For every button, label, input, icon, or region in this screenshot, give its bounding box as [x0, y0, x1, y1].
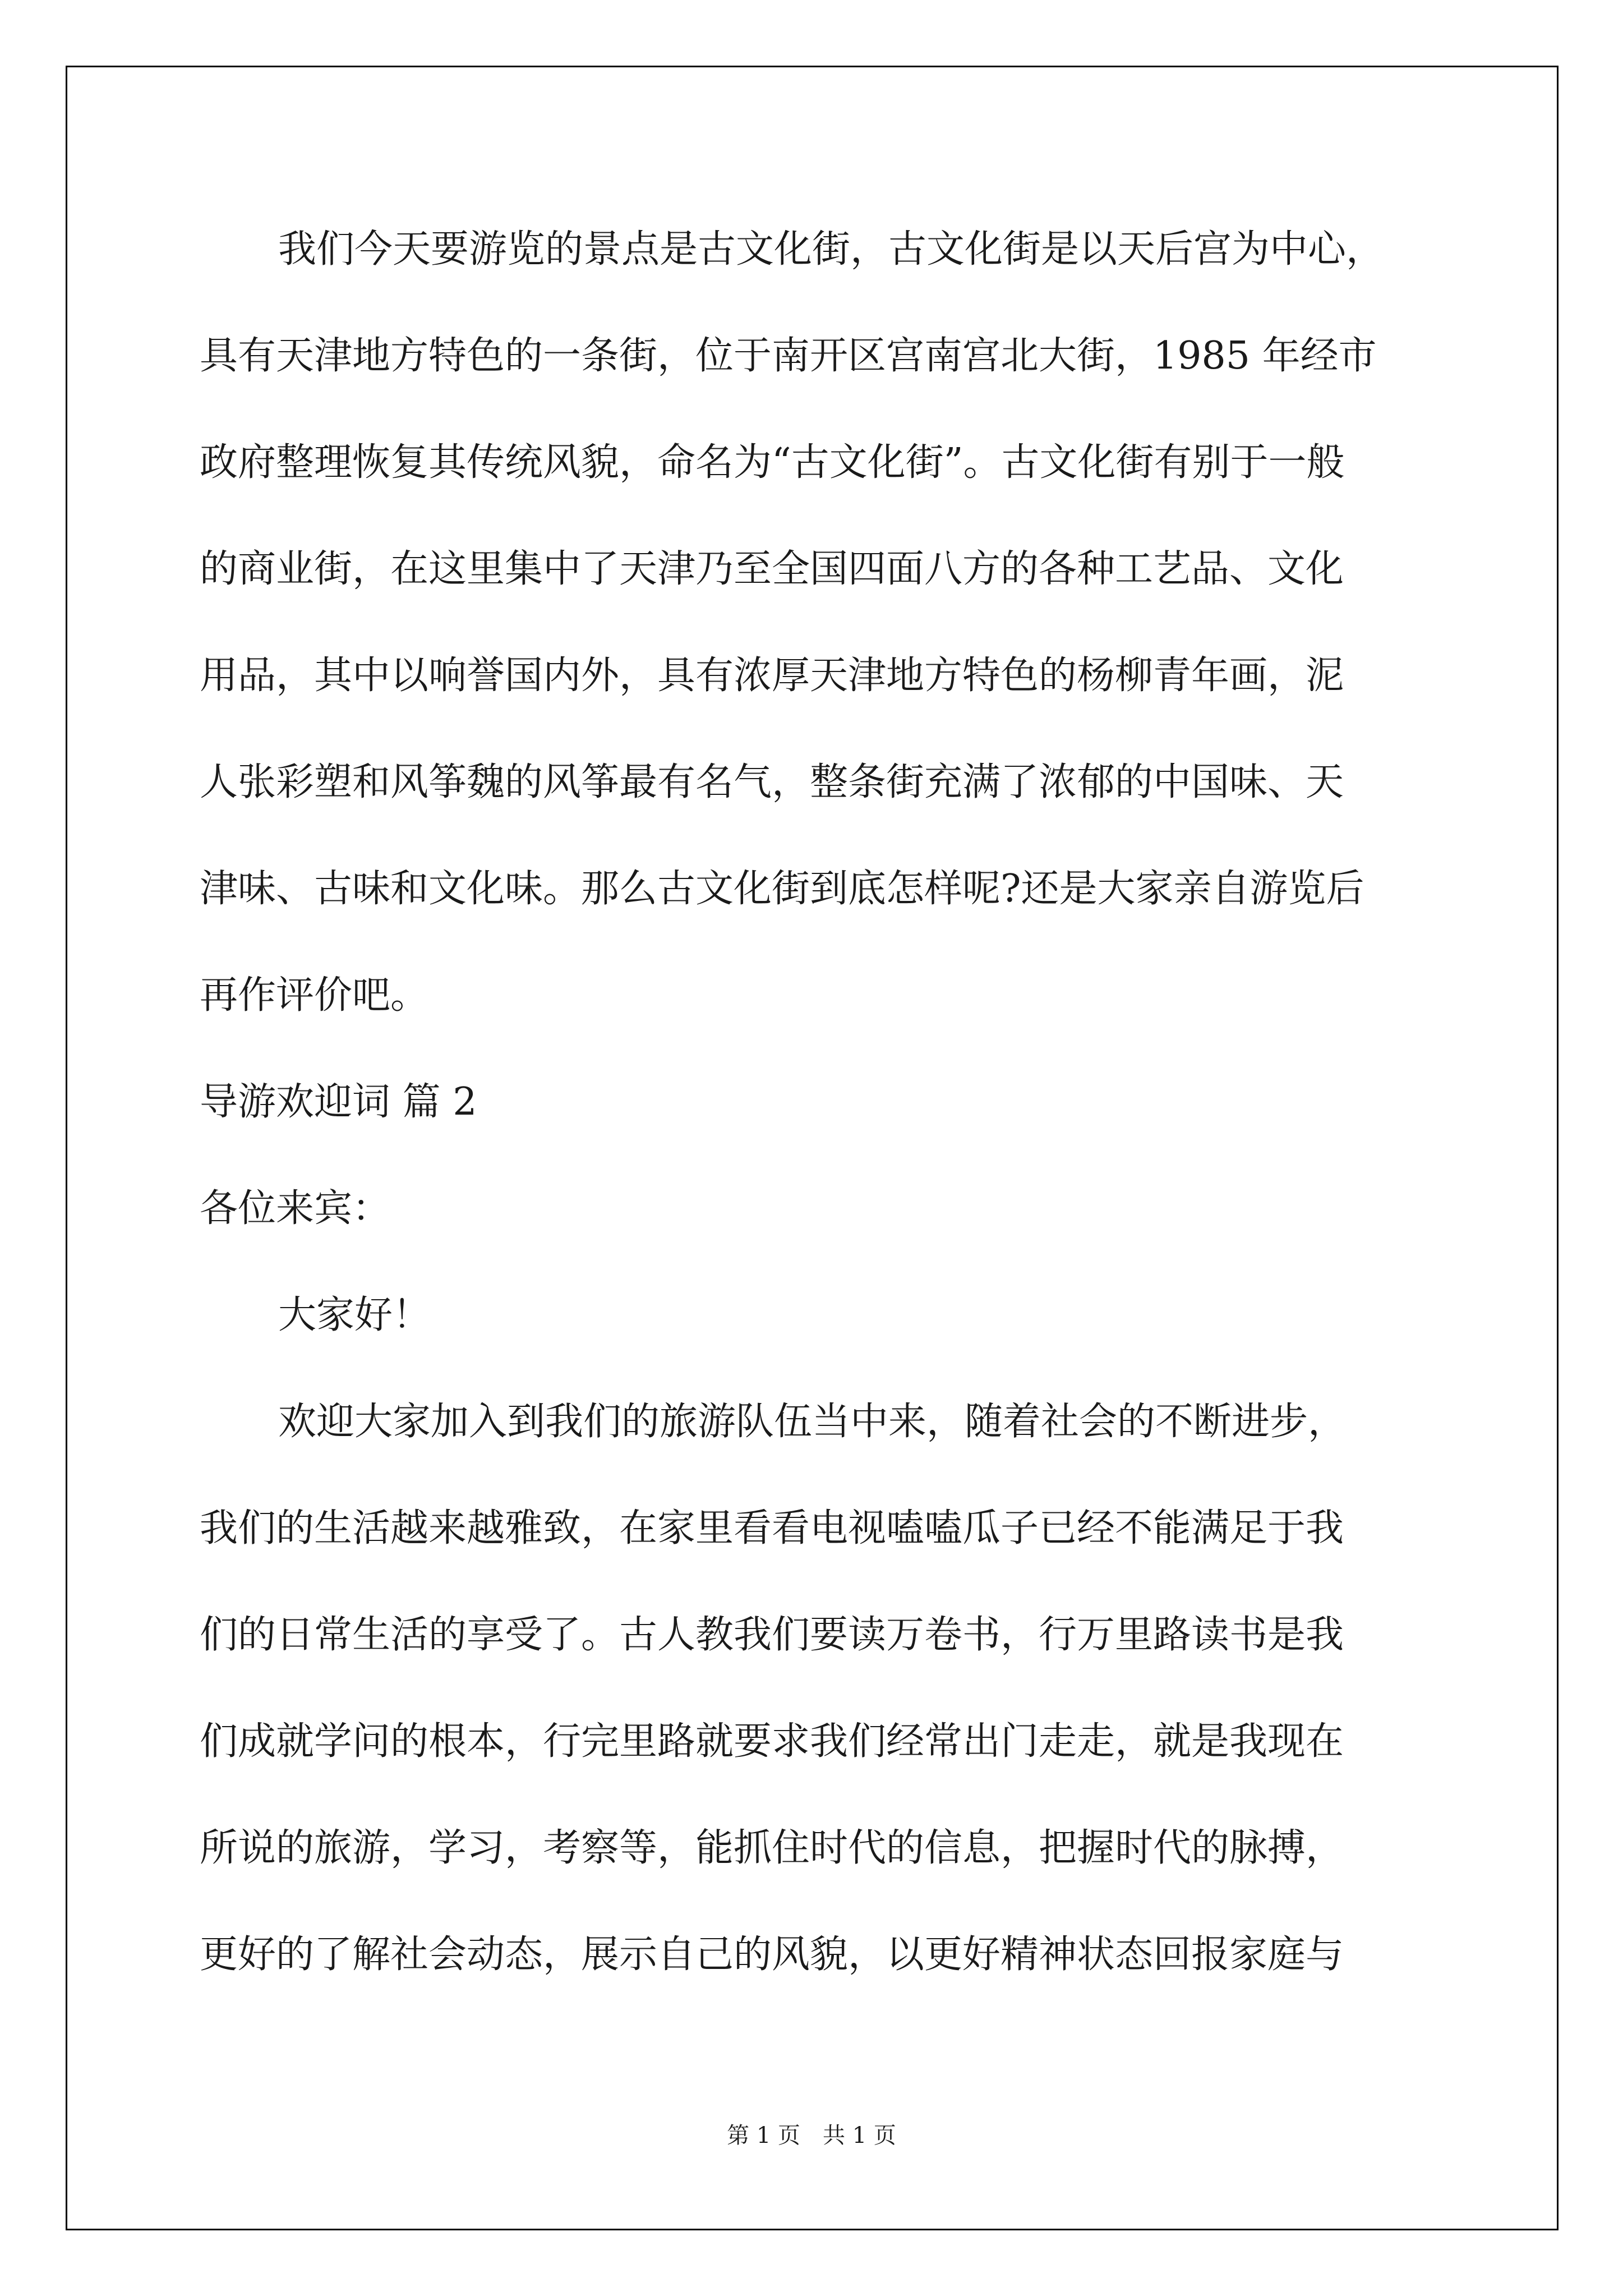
paragraph-line: 所说的旅游，学习，考察等，能抓住时代的信息，把握时代的脉搏， — [200, 1826, 1344, 1870]
paragraph-line: 我们今天要游览的景点是古文化街，古文化街是以天后宫为中心， — [278, 227, 1385, 272]
paragraph-line: 人张彩塑和风筝魏的风筝最有名气，整条街充满了浓郁的中国味、天 — [200, 760, 1344, 804]
paragraph-line: 我们的生活越来越雅致，在家里看看电视嗑嗑瓜子已经不能满足于我 — [200, 1506, 1344, 1550]
salutation: 各位来宾： — [200, 1186, 391, 1231]
paragraph-line: 再作评价吧。 — [200, 973, 429, 1018]
paragraph-line: 们的日常生活的享受了。古人教我们要读万卷书，行万里路读书是我 — [200, 1613, 1344, 1657]
paragraph-line: 政府整理恢复其传统风貌，命名为“古文化街”。古文化街有别于一般 — [200, 440, 1345, 485]
section-heading: 导游欢迎词 篇 2 — [200, 1080, 477, 1124]
paragraph-line: 的商业街，在这里集中了天津乃至全国四面八方的各种工艺品、文化 — [200, 547, 1344, 591]
greeting: 大家好！ — [278, 1293, 431, 1337]
page-footer: 第 1 页 共 1 页 — [727, 2123, 896, 2148]
paragraph-line: 具有天津地方特色的一条街，位于南开区宫南宫北大街，1985 年经市 — [200, 334, 1377, 378]
page-border — [66, 66, 1559, 2230]
paragraph-line: 用品，其中以响誉国内外，具有浓厚天津地方特色的杨柳青年画，泥 — [200, 654, 1344, 698]
paragraph-line: 欢迎大家加入到我们的旅游队伍当中来，随着社会的不断进步， — [278, 1400, 1347, 1444]
paragraph-line: 更好的了解社会动态，展示自己的风貌，以更好精神状态回报家庭与 — [200, 1932, 1344, 1977]
paragraph-line: 津味、古味和文化味。那么古文化街到底怎样呢?还是大家亲自游览后 — [200, 867, 1364, 911]
paragraph-line: 们成就学问的根本，行完里路就要求我们经常出门走走，就是我现在 — [200, 1719, 1344, 1764]
